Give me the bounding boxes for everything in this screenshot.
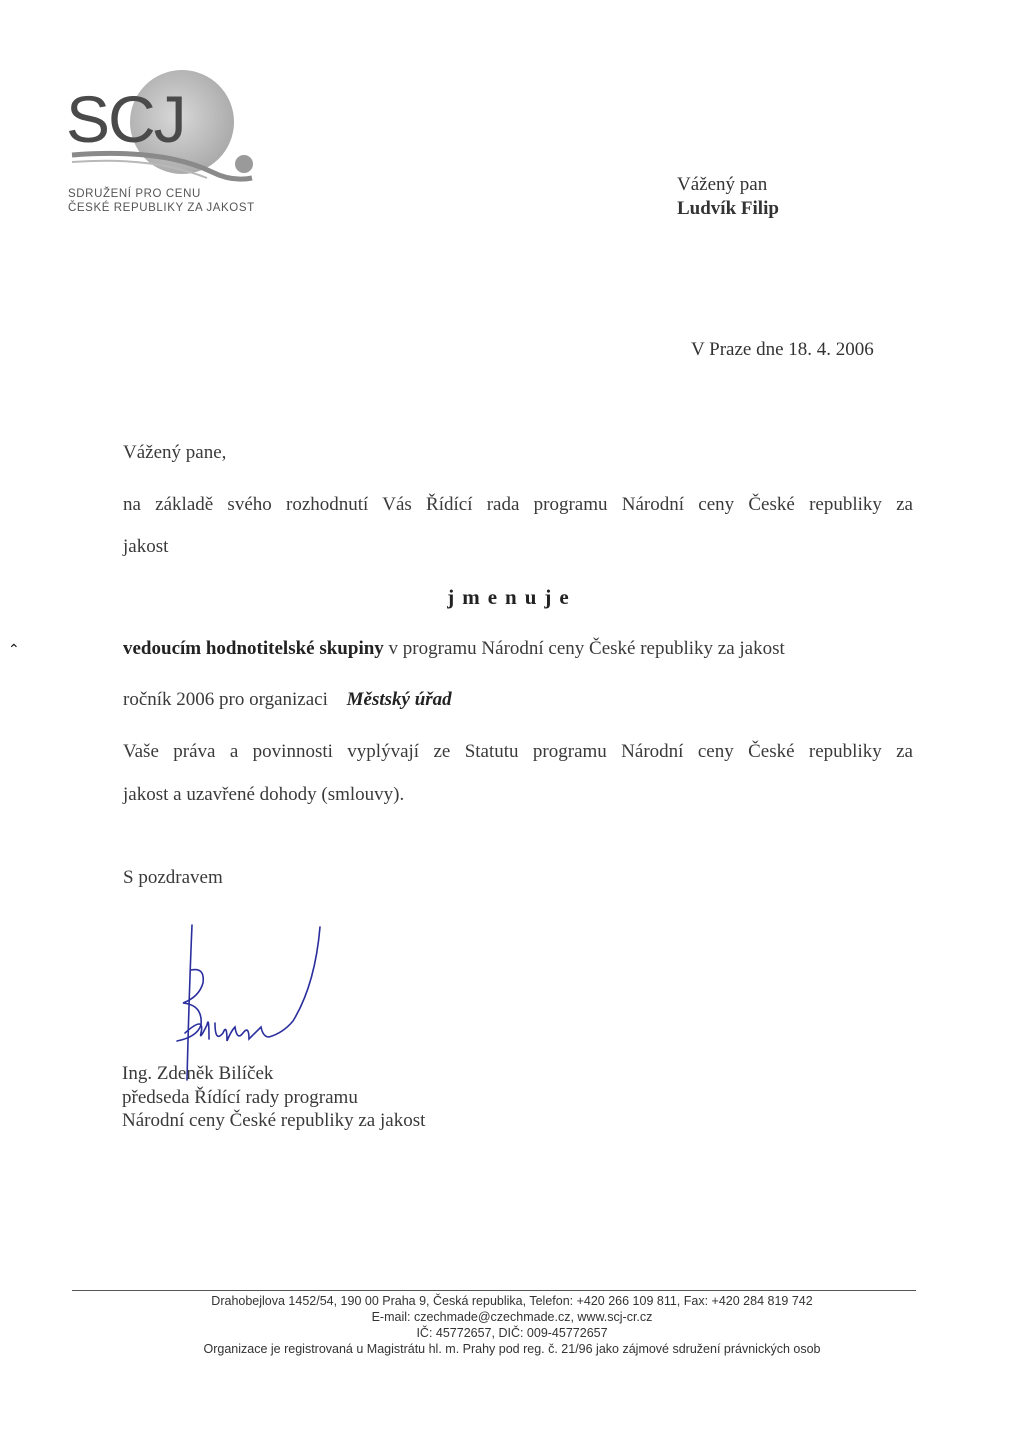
date-line: V Praze dne 18. 4. 2006 [691, 339, 874, 360]
addressee-salutation: Vážený pan [677, 174, 768, 195]
organization-name: Městský úřad [346, 689, 452, 710]
paragraph-2 [123, 638, 913, 660]
role-title: vedoucím hodnotitelské skupiny [123, 638, 384, 659]
scj-logo [62, 60, 262, 195]
signatory-name: Ing. Zdeněk Bilíček [122, 1063, 274, 1084]
signatory-role: předseda Řídící rady programu [122, 1087, 358, 1108]
footer-divider [72, 1290, 916, 1291]
footer-registration: Organizace je registrovaná u Magistrátu hl. m. Prahy pod reg. č. 21/96 jako zájmové sdružení právnických osob [203, 1342, 821, 1356]
paragraph-1-line-2: jakost [123, 536, 169, 557]
svg-text:SCJ: SCJ [66, 82, 185, 156]
greeting: Vážený pane, [123, 442, 227, 463]
paragraph-4-line-2: jakost a uzavřené dohody (smlouvy). [123, 784, 405, 805]
addressee-name: Ludvík Filip [677, 198, 779, 219]
org-name-line-2: ČESKÉ REPUBLIKY ZA JAKOST [68, 202, 255, 214]
signatory-program: Národní ceny České republiky za jakost [122, 1110, 426, 1131]
paragraph-3 [123, 689, 913, 711]
role-context: v programu Národní ceny České republiky za jakost [383, 638, 785, 659]
scan-mark: ⌃ [8, 643, 20, 658]
appoint-word: jmenuje [447, 585, 577, 609]
closing: S pozdravem [123, 867, 223, 888]
paragraph-4-line-1: Vaše práva a povinnosti vyplývají ze Statutu programu Národní ceny České republiky za [123, 741, 913, 762]
org-name-line-1: SDRUŽENÍ PRO CENU [68, 188, 201, 200]
handwritten-signature [165, 915, 335, 1085]
footer-address: Drahobejlova 1452/54, 190 00 Praha 9, Česká republika, Telefon: +420 266 109 811, Fax: +420 284 819 742 [211, 1294, 813, 1308]
paragraph-1-line-1: na základě svého rozhodnutí Vás Řídící rada programu Národní ceny České republiky za [123, 494, 913, 515]
year-organization-prefix: ročník 2006 pro organizaci [123, 689, 328, 710]
footer-ids: IČ: 45772657, DIČ: 009-45772657 [416, 1326, 608, 1340]
footer-contact: E-mail: czechmade@czechmade.cz, www.scj-cr.cz [371, 1310, 653, 1324]
